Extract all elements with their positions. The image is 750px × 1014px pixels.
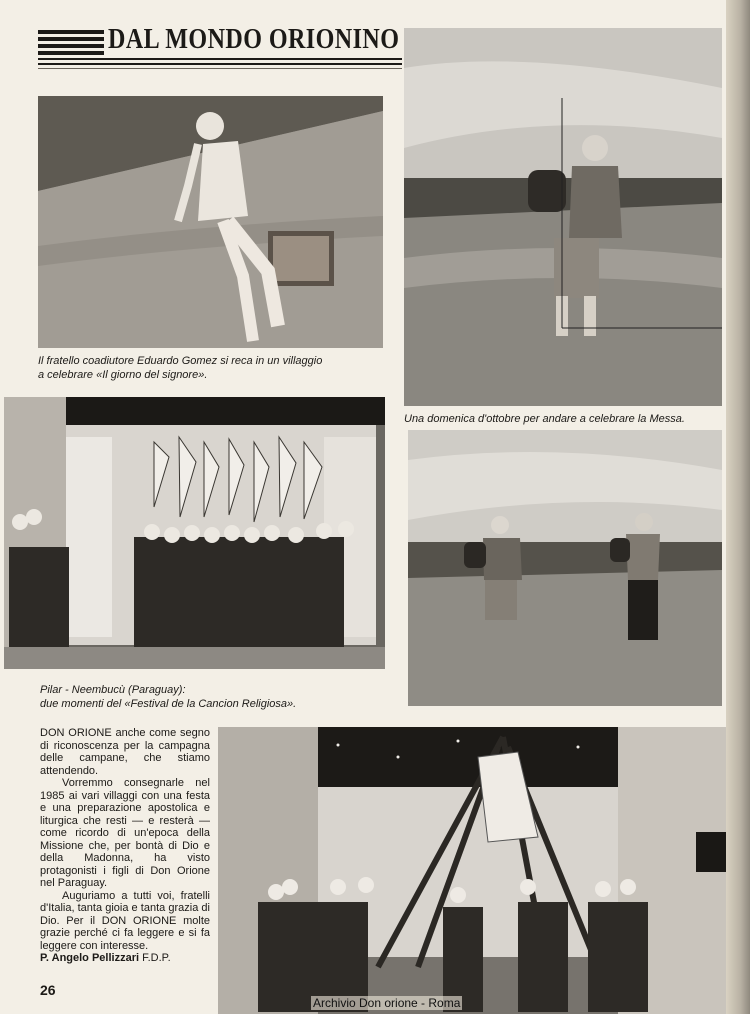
article-paragraph-2: Vorremmo consegnarle nel 1985 ai vari villaggi con una festa e una preparazione apostolica e liturgica che resti — e resterà — come ricordo di un'epoca della Missione che, per bontà di Dio e della Madonna, ha visto protagonisti i figli di Don Orione nel Paraguay. bbox=[40, 777, 210, 889]
photo-gomez-walking bbox=[38, 96, 383, 348]
photo-festival-stage-cross bbox=[218, 727, 726, 1014]
signature-name: P. Angelo Pellizzari bbox=[40, 952, 140, 964]
archive-watermark: Archivio Don orione - Roma bbox=[313, 996, 461, 1010]
photo-two-men-wading bbox=[408, 430, 722, 706]
masthead-title: DAL MONDO ORIONINO bbox=[108, 24, 400, 55]
photo-festival-flags bbox=[4, 397, 385, 669]
caption-gomez bbox=[38, 354, 383, 382]
article-paragraph-3: Auguriamo a tutti voi, fratelli d'Italia, tanta gioia e tanta grazia di Dio. Per il DON ORIONE molte grazie perché ci fa leggere e si fa leggere con interesse. bbox=[40, 889, 210, 952]
signature-suffix: F.D.P. bbox=[142, 952, 171, 964]
caption-pilar bbox=[40, 683, 385, 711]
caption-gomez-line1: Il fratello coadiutore Eduardo Gomez si reca in un villaggio bbox=[38, 355, 323, 367]
caption-pilar-line1: Pilar - Neembucù (Paraguay): bbox=[40, 684, 186, 696]
photo-man-wading bbox=[404, 28, 722, 406]
caption-gomez-line2: a celebrare «Il giorno del signore». bbox=[38, 369, 208, 381]
masthead-underline bbox=[38, 58, 402, 72]
masthead-rule-icon bbox=[38, 30, 104, 56]
caption-pilar-line2: due momenti del «Festival de la Cancion Religiosa». bbox=[40, 698, 297, 710]
caption-domenica: Una domenica d'ottobre per andare a celebrare la Messa. bbox=[404, 413, 685, 425]
article-paragraph-1: DON ORIONE anche come segno di riconoscenza per la campagna delle campane, che stiamo attendendo. bbox=[40, 727, 210, 777]
article-body bbox=[40, 727, 210, 965]
article-signature bbox=[40, 952, 210, 965]
page-edge-shadow bbox=[726, 0, 750, 1014]
page-number: 26 bbox=[40, 982, 56, 998]
